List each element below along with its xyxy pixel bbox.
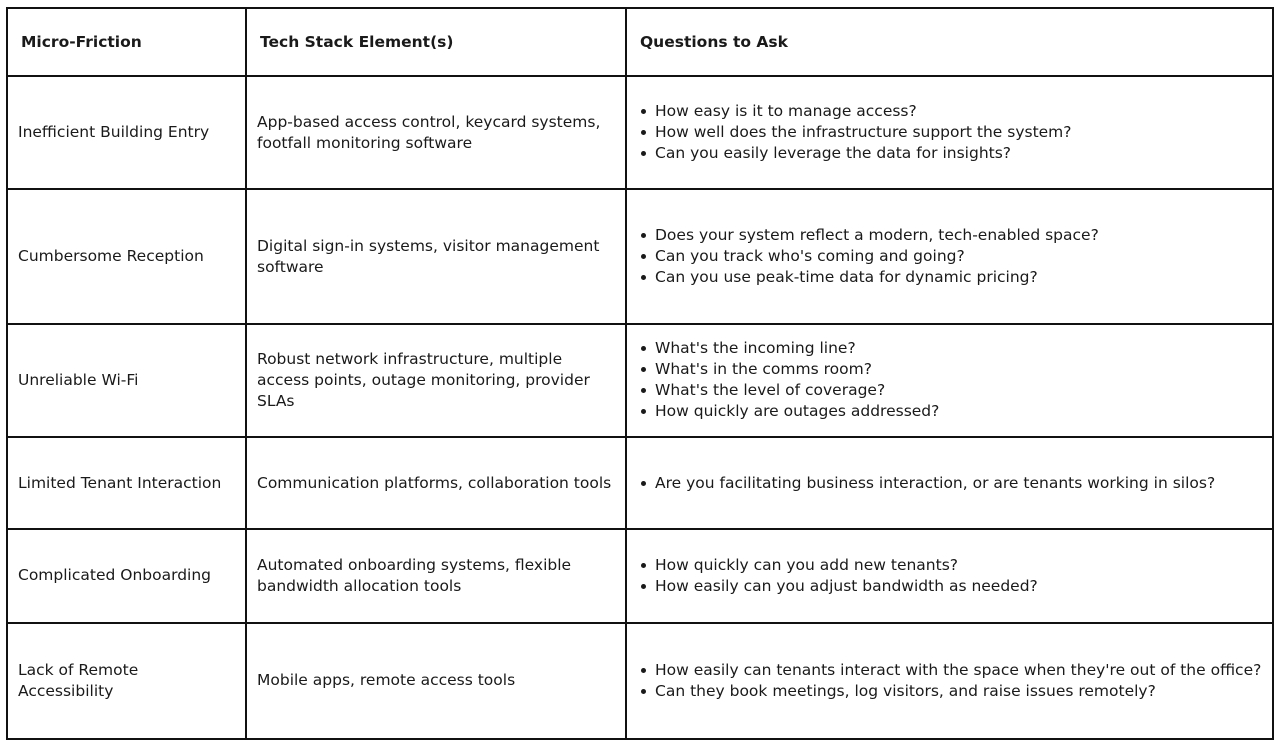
table-row: [8, 189, 1272, 323]
questions-list: [637, 338, 1262, 422]
table-row: [8, 623, 1272, 738]
table-row: [8, 437, 1272, 529]
tech-cell: Robust network infrastructure, multiple access points, outage monitoring, provider SLAs: [246, 324, 626, 437]
questions-cell: [626, 529, 1272, 622]
questions-list: [637, 101, 1262, 164]
questions-cell: [626, 189, 1272, 323]
question-item: Does your system reflect a modern, tech-enabled space?: [655, 225, 1262, 246]
tech-cell: Mobile apps, remote access tools: [246, 623, 626, 738]
questions-cell: [626, 437, 1272, 529]
tech-cell: App-based access control, keycard systems, footfall monitoring software: [246, 76, 626, 189]
question-item: How well does the infrastructure support the system?: [655, 122, 1262, 143]
question-item: How quickly are outages addressed?: [655, 401, 1262, 422]
question-item: What's the incoming line?: [655, 338, 1262, 359]
questions-cell: [626, 623, 1272, 738]
tech-cell: Automated onboarding systems, flexible bandwidth allocation tools: [246, 529, 626, 622]
header-micro-friction: Micro-Friction: [8, 9, 246, 76]
questions-list: [637, 555, 1262, 597]
friction-cell: Limited Tenant Interaction: [8, 437, 246, 529]
header-questions: Questions to Ask: [626, 9, 1272, 76]
question-item: Can they book meetings, log visitors, and raise issues remotely?: [655, 681, 1262, 702]
tech-cell: Communication platforms, collaboration tools: [246, 437, 626, 529]
friction-cell: Complicated Onboarding: [8, 529, 246, 622]
questions-list: [637, 660, 1262, 702]
question-item: How easily can tenants interact with the space when they're out of the office?: [655, 660, 1262, 679]
header-tech-stack: Tech Stack Element(s): [246, 9, 626, 76]
questions-list: [637, 225, 1262, 288]
table-row: [8, 529, 1272, 622]
questions-cell: [626, 324, 1272, 437]
question-item: Can you use peak-time data for dynamic pricing?: [655, 267, 1262, 288]
question-item: How easily can you adjust bandwidth as needed?: [655, 576, 1262, 597]
friction-cell: Cumbersome Reception: [8, 189, 246, 323]
table-row: [8, 324, 1272, 437]
question-item: Can you track who's coming and going?: [655, 246, 1262, 267]
tech-cell: Digital sign-in systems, visitor management software: [246, 189, 626, 323]
friction-cell: Lack of Remote Accessibility: [8, 623, 246, 738]
question-item: How easy is it to manage access?: [655, 101, 1262, 122]
question-item: Can you easily leverage the data for insights?: [655, 143, 1262, 164]
questions-cell: [626, 76, 1272, 189]
friction-cell: Inefficient Building Entry: [8, 76, 246, 189]
question-item: What's in the comms room?: [655, 359, 1262, 380]
table-header-row: [8, 9, 1272, 76]
question-item: What's the level of coverage?: [655, 380, 1262, 401]
question-item: Are you facilitating business interaction, or are tenants working in silos?: [655, 473, 1262, 494]
table-row: [8, 76, 1272, 189]
questions-list: [637, 473, 1262, 494]
friction-cell: Unreliable Wi-Fi: [8, 324, 246, 437]
friction-table-container: [6, 7, 1274, 740]
friction-table: [8, 9, 1272, 738]
question-item: How quickly can you add new tenants?: [655, 555, 1262, 576]
